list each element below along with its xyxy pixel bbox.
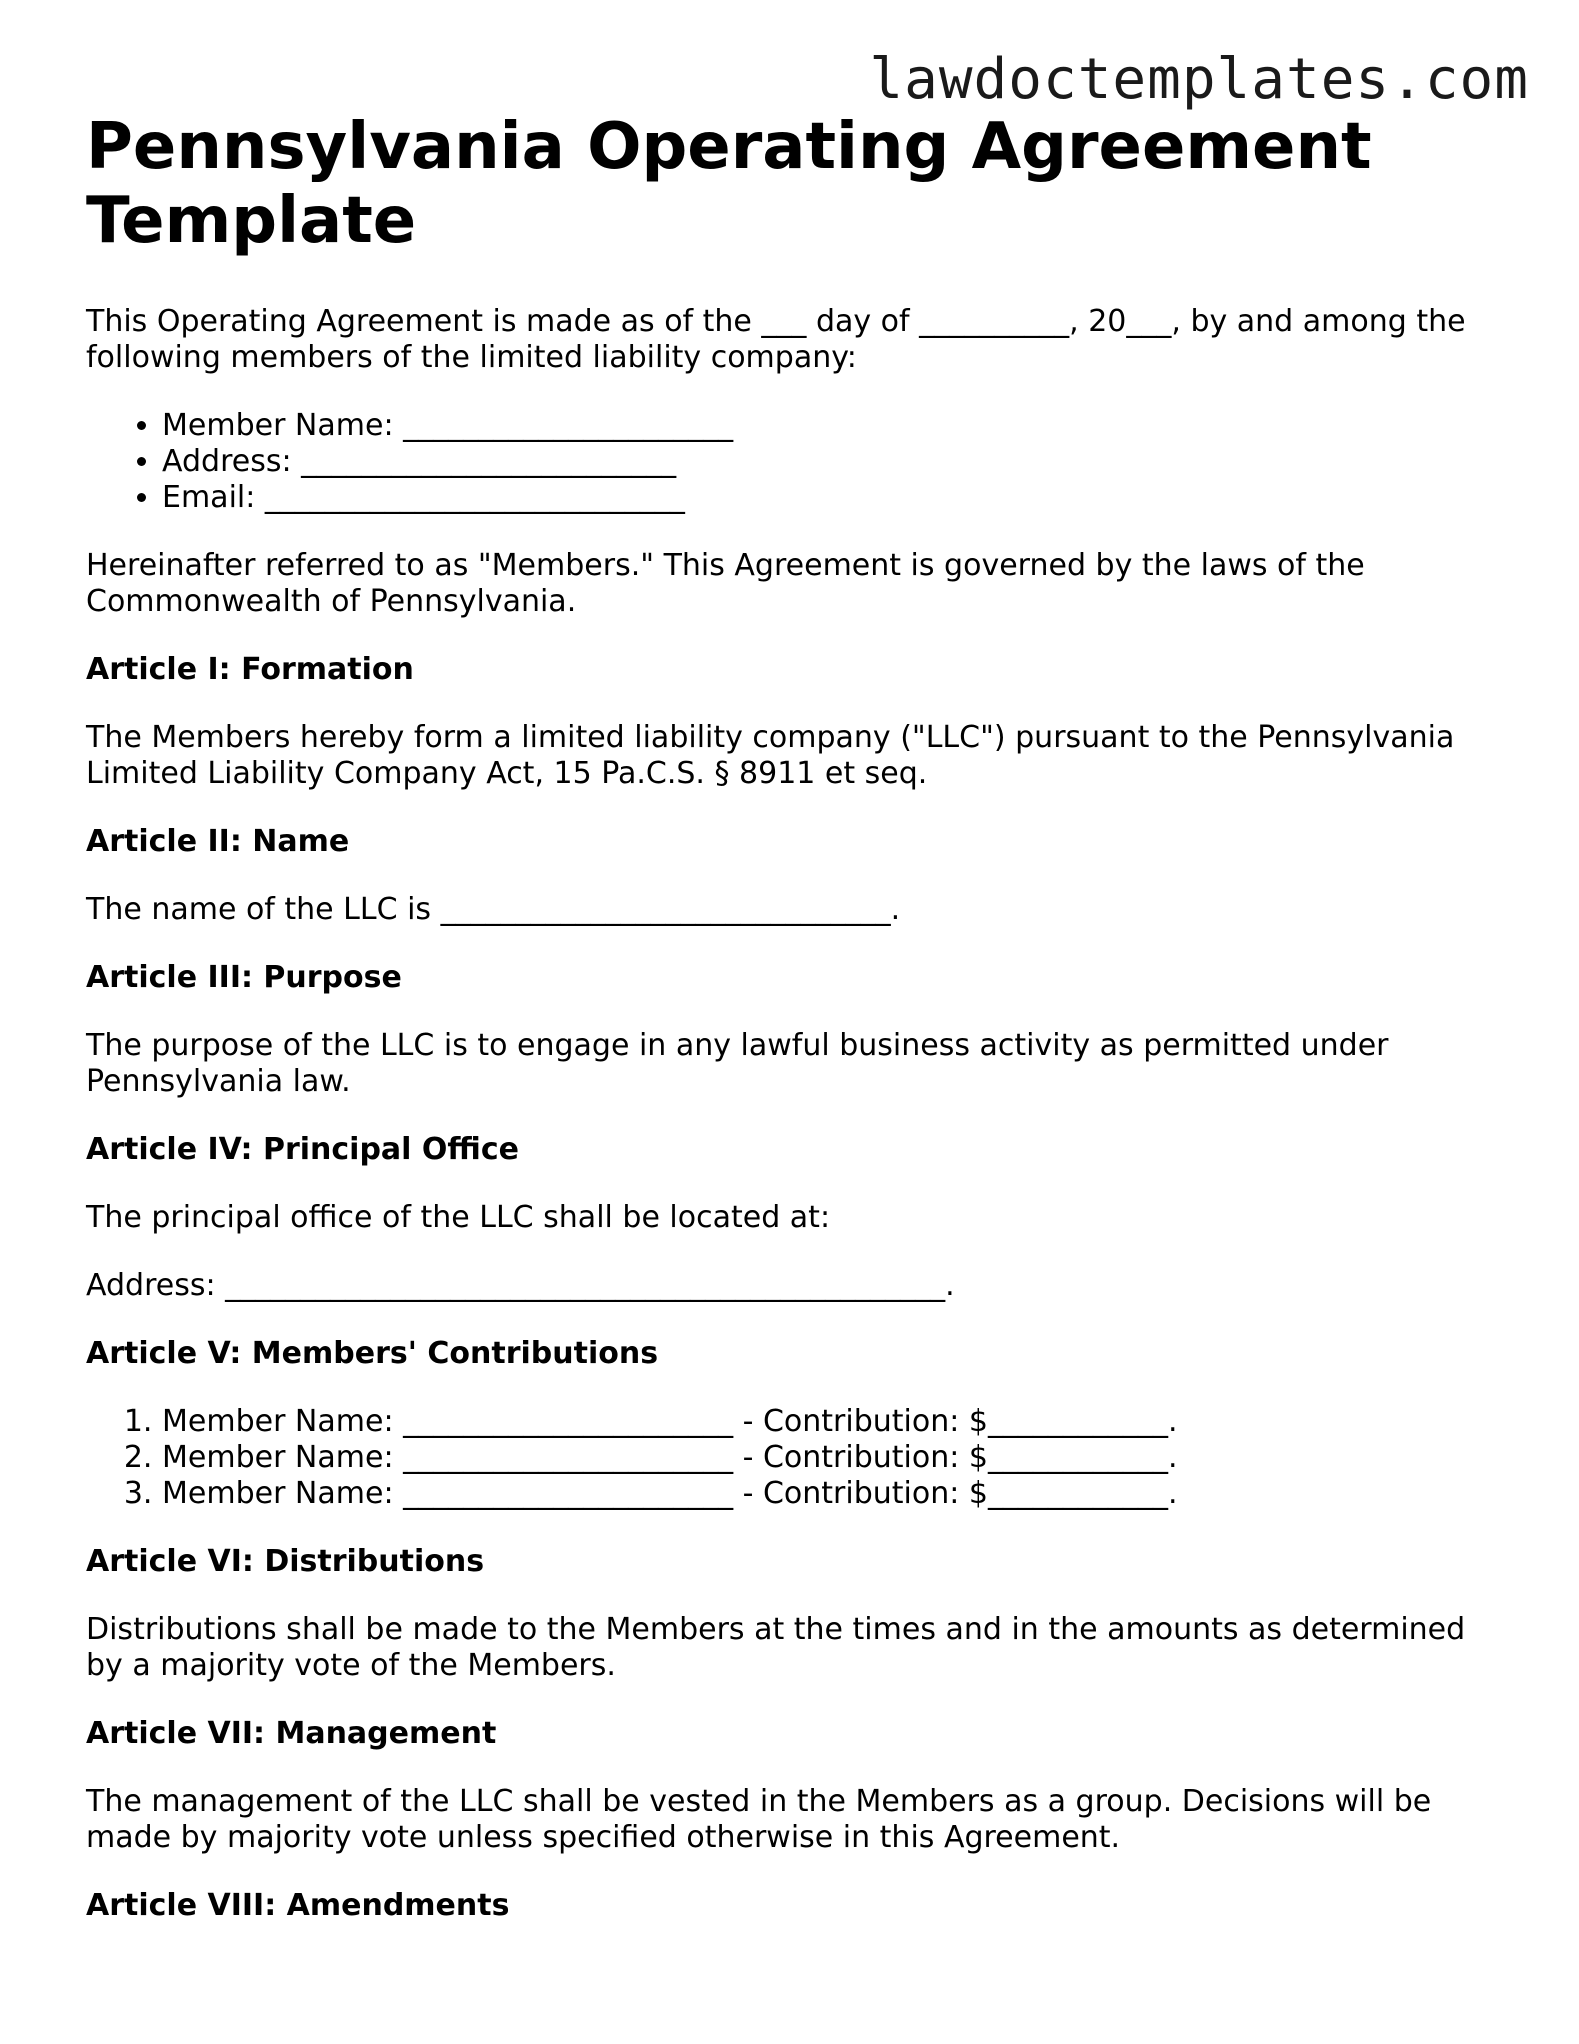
article-4-text: The principal office of the LLC shall be located at:: [86, 1200, 831, 1235]
article-4-address-line: Address: ________________________________________________.: [86, 1268, 955, 1303]
article-1-heading: Article I: Formation: [86, 652, 414, 687]
article-2-text: The name of the LLC is ______________________________.: [86, 892, 901, 927]
article-8-heading: Article VIII: Amendments: [86, 1888, 510, 1923]
article-6-text: Distributions shall be made to the Members at the times and in the amounts as determined by a majority vote of the Members.: [86, 1612, 1466, 1683]
member-email-field: • Email: ____________________________: [162, 480, 1506, 516]
article-7-heading: Article VII: Management: [86, 1716, 497, 1751]
article-3-heading: Article III: Purpose: [86, 960, 402, 995]
hereinafter-paragraph: Hereinafter referred to as "Members." This Agreement is governed by the laws of the Commonwealth of Pennsylvania.: [86, 548, 1365, 619]
contribution-item: 3. Member Name: ______________________ - Contribution: $____________.: [162, 1476, 1506, 1512]
article-7-text: The management of the LLC shall be vested in the Members as a group. Decisions will be made by majority vote unless specified otherwise in this Agreement.: [86, 1784, 1432, 1855]
member-address-field: • Address: _________________________: [162, 444, 1506, 480]
contributions-list: [86, 1404, 1506, 1512]
document-body: [86, 110, 1506, 1924]
article-6-heading: Article VI: Distributions: [86, 1544, 485, 1579]
article-4-heading: Article IV: Principal Office: [86, 1132, 519, 1167]
member-name-field: • Member Name: ______________________: [162, 408, 1506, 444]
site-watermark: lawdoctemplates.com: [869, 47, 1529, 112]
contribution-item: 1. Member Name: ______________________ - Contribution: $____________.: [162, 1404, 1506, 1440]
contribution-item: 2. Member Name: ______________________ - Contribution: $____________.: [162, 1440, 1506, 1476]
article-3-text: The purpose of the LLC is to engage in any lawful business activity as permitted under Pennsylvania law.: [86, 1028, 1389, 1099]
document-title: Pennsylvania Operating Agreement Template: [86, 110, 1372, 258]
article-1-text: The Members hereby form a limited liability company ("LLC") pursuant to the Pennsylvania Limited Liability Company Act, 15 Pa.C.S. § 8911 et seq.: [86, 720, 1455, 791]
article-5-heading: Article V: Members' Contributions: [86, 1336, 659, 1371]
member-fields-list: [86, 408, 1506, 516]
article-2-heading: Article II: Name: [86, 824, 350, 859]
intro-paragraph: This Operating Agreement is made as of the ___ day of __________, 20___, by and among the following members of the limited liability company:: [86, 304, 1466, 375]
